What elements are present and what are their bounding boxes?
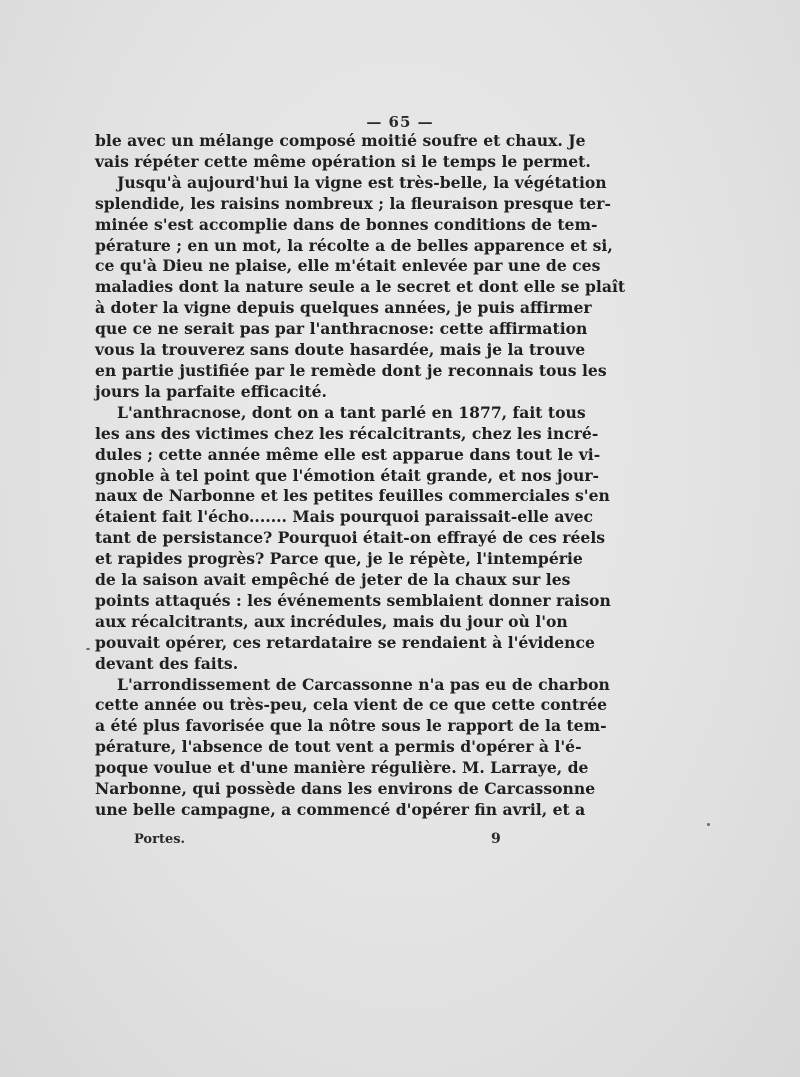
text-line: les ans des victimes chez les récalcitrants, chez les incré- [95,423,599,443]
text-line: en partie justifiée par le remède dont je reconnais tous les [95,360,607,380]
text-line: devant des faits. [95,653,239,673]
text-line: Narbonne, qui possède dans les environs de Carcassonne [95,779,596,799]
text-line: poque voulue et d'une manière régulière. M. Larraye, de [95,758,589,778]
signature-mark: Portes. [134,832,186,847]
paper-speck [707,823,710,826]
text-line: étaient fait l'écho....... Mais pourquoi paraissait-elle avec [95,507,593,527]
text-line: tant de persistance? Pourquoi était-on effrayé de ces réels [95,528,606,548]
text-line: points attaqués : les événements semblaient donner raison [95,590,611,610]
text-line: pouvait opérer, ces retardataire se rendaient à l'évidence [95,632,595,652]
text-line: jours la parfaite efficacité. [95,381,327,401]
text-line: Jusqu'à aujourd'hui la vigne est très-belle, la végétation [117,172,607,192]
text-line: vais répéter cette même opération si le temps le permet. [95,151,591,171]
text-line: minée s'est accomplie dans de bonnes conditions de tem- [95,214,598,234]
text-line: pérature ; en un mot, la récolte a de belles apparence et si, [95,235,613,255]
text-line: cette année ou très-peu, cela vient de ce que cette contrée [95,695,608,715]
text-line: ce qu'à Dieu ne plaise, elle m'était enlevée par une de ces [95,256,601,276]
text-line: a été plus favorisée que la nôtre sous le rapport de la tem- [95,716,607,736]
text-line: aux récalcitrants, aux incrédules, mais du jour où l'on [95,611,568,631]
paper-speck [86,648,90,650]
text-line: que ce ne serait pas par l'anthracnose: cette affirmation [95,319,588,339]
text-line: maladies dont la nature seule a le secret et dont elle se plaît [95,277,626,297]
text-line: vous la trouverez sans doute hasardée, mais je la trouve [95,340,586,360]
text-line: et rapides progrès? Parce que, je le répète, l'intempérie [95,549,583,569]
text-line: ble avec un mélange composé moitié soufre et chaux. Je [95,131,586,150]
body-text [95,131,626,821]
signature-number: 9 [491,831,501,847]
text-line: pérature, l'absence de tout vent a permis d'opérer à l'é- [95,737,582,757]
text-line: naux de Narbonne et les petites feuilles commerciales s'en [95,486,610,506]
text-line: L'arrondissement de Carcassonne n'a pas eu de charbon [117,674,610,694]
text-line: splendide, les raisins nombreux ; la fleuraison presque ter- [95,193,611,213]
page-number: — 65 — [366,113,434,131]
text-line: L'anthracnose, dont on a tant parlé en 1877, fait tous [117,402,586,422]
text-line: gnoble à tel point que l'émotion était grande, et nos jour- [95,465,600,485]
text-line: à doter la vigne depuis quelques années, je puis affirmer [95,298,592,318]
text-line: une belle campagne, a commencé d'opérer fin avril, et a [95,800,586,819]
text-line: dules ; cette année même elle est apparue dans tout le vi- [95,444,601,464]
text-line: de la saison avait empêché de jeter de la chaux sur les [95,570,571,590]
